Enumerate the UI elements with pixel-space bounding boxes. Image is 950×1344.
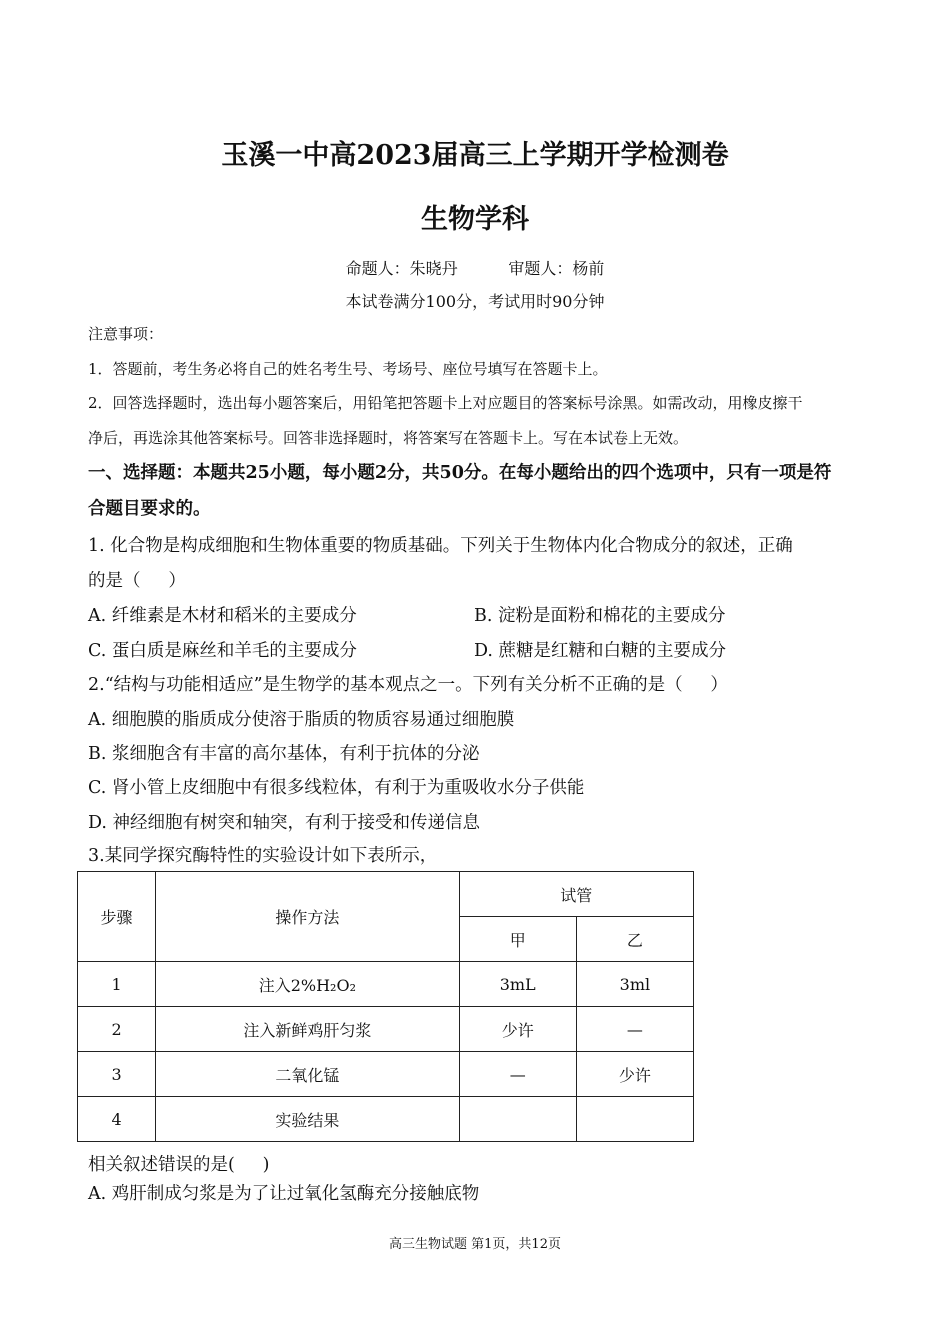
q3-option-a: A. 鸡肝制成匀浆是为了让过氧化氢酶充分接触底物 (88, 1184, 480, 1204)
note-item: 1．答题前，考生务必将自己的姓名考生号、考场号、座位号填写在答题卡上。 (88, 360, 608, 378)
cell-step: 3 (78, 1052, 156, 1097)
cell-method: 二氧化锰 (156, 1052, 459, 1097)
table-row (78, 1007, 694, 1052)
q2-option-b: B. 浆细胞含有丰富的高尔基体，有利于抗体的分泌 (88, 744, 480, 764)
authors-line: 命题人：朱晓丹 审题人：杨前 (345, 259, 605, 278)
q2-option-a: A. 细胞膜的脂质成分使溶于脂质的物质容易通过细胞膜 (88, 710, 515, 730)
cell-method: 实验结果 (156, 1097, 459, 1142)
q1-stem-cont: 的是（ ） (88, 571, 186, 591)
table-row (78, 1052, 694, 1097)
q2-option-c: C. 肾小管上皮细胞中有很多线粒体，有利于为重吸收水分子供能 (88, 778, 585, 798)
header-method: 操作方法 (156, 872, 459, 962)
q1-stem: 1. 化合物是构成细胞和生物体重要的物质基础。下列关于生物体内化合物成分的叙述，正确 (88, 536, 793, 556)
cell-jia: — (459, 1052, 576, 1097)
cell-jia (459, 1097, 576, 1142)
subject-title: 生物学科 (421, 204, 529, 235)
cell-step: 4 (78, 1097, 156, 1142)
q2-option-d: D. 神经细胞有树突和轴突，有利于接受和传递信息 (88, 813, 481, 833)
q3-after-table: 相关叙述错误的是( ) (88, 1155, 270, 1175)
cell-jia: 3mL (459, 962, 576, 1007)
note-item: 2．回答选择题时，选出每小题答案后，用铅笔把答题卡上对应题目的答案标号涂黑。如需改动，用橡皮擦干 (88, 394, 803, 412)
cell-yi: 少许 (576, 1052, 693, 1097)
page-footer: 高三生物试题 第1页，共12页 (389, 1237, 561, 1252)
header-tube: 试管 (459, 872, 693, 917)
header-step: 步骤 (78, 872, 156, 962)
cell-step: 1 (78, 962, 156, 1007)
note-item: 净后，再选涂其他答案标号。回答非选择题时，将答案写在答题卡上。写在本试卷上无效。 (88, 429, 689, 447)
q3-stem: 3.某同学探究酶特性的实验设计如下表所示， (88, 846, 438, 866)
q1-option-d: D. 蔗糖是红糖和白糖的主要成分 (474, 641, 727, 661)
exam-info: 本试卷满分100分，考试用时90分钟 (345, 292, 605, 311)
table-row (78, 962, 694, 1007)
header-tube-jia: 甲 (459, 917, 576, 962)
cell-jia: 少许 (459, 1007, 576, 1052)
cell-method: 注入2%H₂O₂ (156, 962, 459, 1007)
exam-title: 玉溪一中高2023届高三上学期开学检测卷 (221, 140, 729, 171)
cell-yi (576, 1097, 693, 1142)
q1-option-a: A. 纤维素是木材和稻米的主要成分 (88, 606, 357, 626)
section-heading: 一、选择题：本题共25小题，每小题2分，共50分。在每小题给出的四个选项中，只有一项是符 (88, 463, 832, 483)
table-row (78, 1097, 694, 1142)
q1-option-b: B. 淀粉是面粉和棉花的主要成分 (474, 606, 726, 626)
notes-heading: 注意事项： (88, 325, 164, 343)
cell-yi: 3ml (576, 962, 693, 1007)
q2-stem: 2.“结构与功能相适应”是生物学的基本观点之一。下列有关分析不正确的是（ ） (88, 675, 728, 695)
header-tube-yi: 乙 (576, 917, 693, 962)
section-heading-cont: 合题目要求的。 (88, 499, 211, 519)
cell-method: 注入新鲜鸡肝匀浆 (156, 1007, 459, 1052)
q1-option-c: C. 蛋白质是麻丝和羊毛的主要成分 (88, 641, 357, 661)
experiment-table (77, 871, 694, 1142)
cell-step: 2 (78, 1007, 156, 1052)
cell-yi: — (576, 1007, 693, 1052)
